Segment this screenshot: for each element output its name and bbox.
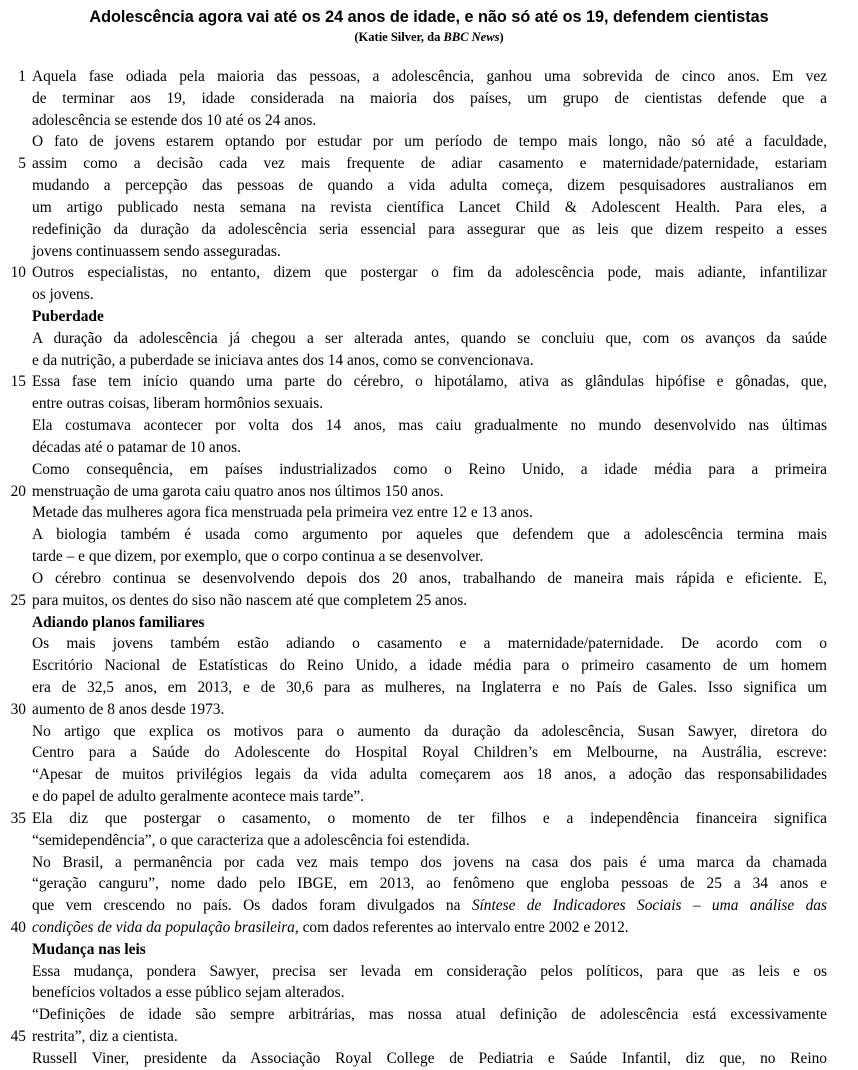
line-text: No artigo que explica os motivos para o aumento da duração da adolescência, Susan Sawyer, diretora do [32,722,827,740]
line-text: Russell Viner, presidente da Associação Royal College de Pediatria e Saúde Infantil, diz que, no Reino [32,1049,827,1067]
text-line [32,830,827,852]
line-text: “geração canguru”, nome dado pelo IBGE, em 2013, ao fenômeno que engloba pessoas de 25 a 34 anos e [32,875,827,893]
section-heading [32,306,827,328]
text-line [32,677,827,699]
line-text: benefícios voltados a esse público sejam alterados. [32,984,345,1002]
line-text: Escritório Nacional de Estatísticas do Reino Unido, a idade média para o primeiro casamento de um homem [32,657,827,675]
text-line [32,742,827,764]
line-text: Centro para a Saúde do Adolescente do Hospital Royal Children’s em Melbourne, na Austrália, escreve: [32,744,827,762]
text-line [32,219,827,241]
line-number: 30 [10,700,26,718]
line-number: 35 [10,809,26,827]
text-line [32,808,827,830]
text-line [32,284,827,306]
line-text: “Apesar de muitos privilégios legais da vida adulta começarem aos 18 anos, a adoção das responsabilidades [32,766,827,784]
text-line [32,153,827,175]
text-line [32,175,827,197]
line-text: No Brasil, a permanência por cada vez mais tempo dos jovens na casa dos pais é uma marca da chamada [32,853,827,871]
text-line [32,328,827,350]
line-text: de terminar aos 19, idade considerada na maioria dos países, um grupo de cientistas defende que a [32,89,827,107]
line-text: Puberdade [32,308,104,326]
line-number: 5 [18,155,26,173]
line-text: O fato de jovens estarem optando por estudar por um período de tempo mais longo, não só até a faculdade, [32,133,827,151]
line-text: O cérebro continua se desenvolvendo depois dos 20 anos, trabalhando de maneira mais rápida e eficiente. E, [32,569,827,587]
line-text: , com dados referentes ao intervalo entre 2002 e 2012. [294,918,629,936]
section-heading [32,612,827,634]
line-text: Aquela fase odiada pela maioria das pessoas, a adolescência, ganhou uma sobrevida de cinco anos. Em vez [32,68,827,85]
line-text: décadas até o patamar de 10 anos. [32,438,241,456]
italic-title: condições de vida da população brasileira [32,918,295,936]
line-number: 45 [10,1028,26,1046]
text-line [32,982,827,1004]
line-text: restrita”, diz a cientista. [32,1028,178,1046]
line-text: jovens continuassem sendo asseguradas. [32,242,281,260]
article-byline [0,30,858,45]
text-line [32,568,827,590]
text-line [32,873,827,895]
text-line [32,393,827,415]
line-number: 40 [10,918,26,936]
text-line [32,459,827,481]
line-text: A duração da adolescência já chegou a ser alterada antes, quando se concluiu que, com os avanços da saúde [32,329,827,347]
text-line [32,699,827,721]
line-text: os jovens. [32,286,94,304]
line-text: entre outras coisas, liberam hormônios sexuais. [32,395,324,413]
line-text: Essa mudança, pondera Sawyer, precisa ser levada em consideração pelos políticos, para que as leis e os [32,962,827,980]
text-line [32,1048,827,1070]
line-text: mudando a percepção das pessoas de quando a vida adulta começa, dizem pesquisadores australianos em [32,177,827,195]
text-line [32,415,827,437]
text-line [32,1004,827,1026]
line-number: 10 [10,264,26,282]
text-line [32,66,827,88]
text-line [32,197,827,219]
line-text: e do papel de adulto geralmente acontece mais tarde”. [32,788,365,806]
line-text: Os mais jovens também estão adiando o casamento e a maternidade/paternidade. De acordo com o [32,635,827,653]
text-line [32,764,827,786]
line-text: A biologia também é usada como argumento por aqueles que defendem que a adolescência termina mais [32,526,827,544]
text-line [32,437,827,459]
byline-close: ) [499,30,504,44]
text-line [32,481,827,503]
text-line [32,524,827,546]
italic-title: Síntese de Indicadores Sociais – uma análise das [471,897,827,915]
text-line [32,88,827,110]
line-text: Essa fase tem início quando uma parte do cérebro, o hipotálamo, ativa as glândulas hipófise e gônadas, que, [32,373,827,391]
text-line [32,961,827,983]
text-line [32,655,827,677]
line-text: assim como a decisão cada vez mais frequente de adiar casamento e maternidade/paternidade, estariam [32,155,827,173]
section-heading [32,939,827,961]
line-text: Ela diz que postergar o casamento, o momento de ter filhos e a independência financeira significa [32,809,827,827]
text-line [32,852,827,874]
line-text: para muitos, os dentes do siso não nascem até que completem 25 anos. [32,591,468,609]
line-text: Como consequência, em países industrializados como o Reino Unido, a idade média para a primeira [32,460,827,478]
text-line [32,546,827,568]
byline-author: (Katie Silver, da [354,30,444,44]
text-line [32,262,827,284]
line-text: Ela costumava acontecer por volta dos 14 anos, mas caiu gradualmente no mundo desenvolvido nas últimas [32,417,827,435]
line-text: tarde – e que dizem, por exemplo, que o corpo continua a se desenvolver. [32,548,484,566]
article-title: Adolescência agora vai até os 24 anos de idade, e não só até os 19, defendem cientistas [89,8,769,26]
text-line [32,350,827,372]
text-line [32,786,827,808]
line-number: 25 [10,591,26,609]
text-line [32,502,827,524]
line-text: redefinição da duração da adolescência seria essencial para assegurar que as leis que dizem respeito a esses [32,220,827,238]
text-line [32,131,827,153]
line-number: 15 [10,373,26,391]
text-line [32,633,827,655]
line-text: que vem crescendo no país. Os dados foram divulgados na [32,897,472,915]
text-line [32,721,827,743]
text-line [32,371,827,393]
text-line [32,110,827,132]
line-text: Mudança nas leis [32,940,146,958]
line-number: 20 [10,482,26,500]
line-text: e da nutrição, a puberdade se iniciava antes dos 14 anos, como se convencionava. [32,351,534,369]
text-line [32,895,827,917]
line-text: era de 32,5 anos, em 2013, e de 30,6 para as mulheres, na Inglaterra e no País de Gales. Isso significa um [32,678,827,696]
text-line [32,917,827,939]
line-text: adolescência se estende dos 10 até os 24 anos. [32,111,317,129]
text-line [32,241,827,263]
line-text: Adiando planos familiares [32,613,205,631]
line-text: menstruação de uma garota caiu quatro anos nos últimos 150 anos. [32,482,444,500]
text-line [32,590,827,612]
byline-source: BBC News [443,30,500,44]
line-text: Outros especialistas, no entanto, dizem que postergar o fim da adolescência pode, mais adiante, infantilizar [32,264,827,282]
line-text: “semidependência”, o que caracteriza que a adolescência foi estendida. [32,831,470,849]
line-text: Metade das mulheres agora fica menstruada pela primeira vez entre 12 e 13 anos. [32,504,533,522]
line-text: um artigo publicado nesta semana na revista científica Lancet Child & Adolescent Health. Para eles, a [32,198,827,216]
line-number: 1 [18,68,26,85]
line-text: “Definições de idade são sempre arbitrárias, mas nossa atual definição de adolescência está excessivamente [32,1006,827,1024]
line-text: aumento de 8 anos desde 1973. [32,700,225,718]
text-line [32,1026,827,1048]
